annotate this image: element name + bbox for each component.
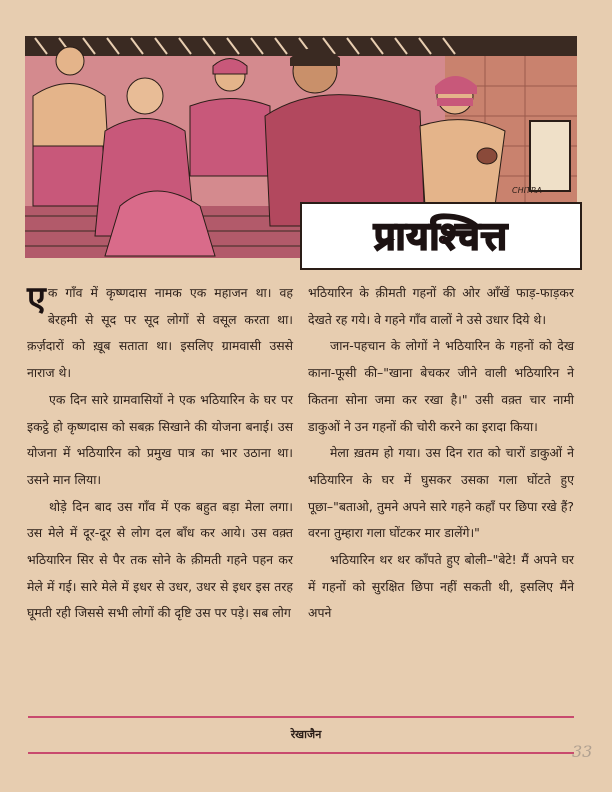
story-title-panel bbox=[300, 202, 582, 270]
story-title: प्रायश्चित्त bbox=[374, 213, 508, 258]
paragraph: भठियारिन के क़ीमती गहनों की ओर आँखें फाड़-फाड़कर देखते रह गये। वे गहने गाँव वालों ने उसे उधार दिये थे। bbox=[308, 285, 574, 327]
paragraph: जान-पहचान के लोगों ने भठियारिन के गहनों को देख काना-फूसी की–"खाना बेचकर जीने वाली भठियारिन ने कितना सोना जमा कर रखा है।" उसी वक़्त चार नामी डाकुओं ने उन गहनों की चोरी करने का इरादा किया। bbox=[308, 338, 574, 434]
artist-credit: रेखाजैन bbox=[290, 728, 322, 741]
artist-signature: CHITRA bbox=[512, 186, 542, 195]
paragraph: मेला ख़तम हो गया। उस दिन रात को चारों डाकुओं ने भठियारिन के घर में घुसकर उसका गला घोंटते हुए पूछा–"बताओ, तुमने अपने सारे गहने कहाँ पर छिपा रखे हैं? वरना तुम्हारा गला घोंटकर मार डालेंगे।" bbox=[308, 445, 574, 541]
footer-rule-top bbox=[28, 716, 574, 718]
drop-cap: ए bbox=[27, 279, 46, 319]
page-number: 33 bbox=[572, 742, 593, 761]
footer-rule-bottom bbox=[28, 752, 574, 754]
right-column bbox=[308, 280, 574, 627]
paragraph: भठियारिन थर थर काँपते हुए बोली–"बेटे! मैं अपने घर में गहनों को सुरक्षित छिपा नहीं सकती थी, इसलिए मैंने अपने bbox=[308, 552, 574, 621]
paragraph: थोड़े दिन बाद उस गाँव में एक बहुत बड़ा मेला लगा। उस मेले में दूर-दूर से लोग दल बाँध कर आये। उस वक़्त भठियारिन सिर से पैर तक सोने के क़ीमती गहने पहन कर मेले में गई। सारे मेले में इधर से उधर, उधर से इधर इस तरह घूमती रही जिससे सभी लोगों की दृष्टि उस पर पड़े। सब लोग bbox=[27, 498, 293, 621]
paragraph: एक दिन सारे ग्रामवासियों ने एक भठियारिन के घर पर इकट्ठे हो कृष्णदास को सबक़ सिखाने की योजना बनाई। उस योजना में भठियारिन को प्रमुख पात्र का भार उठाना था। उसने मान लिया। bbox=[27, 391, 293, 487]
paragraph: एक गाँव में कृष्णदास नामक एक महाजन था। वह बेरहमी से सूद पर सूद लोगों से वसूल करता था। क़र्ज़दारों को ख़ूब सताता था। इसलिए ग्रामवासी उससे नाराज थे। bbox=[27, 279, 293, 381]
left-column bbox=[27, 280, 293, 627]
